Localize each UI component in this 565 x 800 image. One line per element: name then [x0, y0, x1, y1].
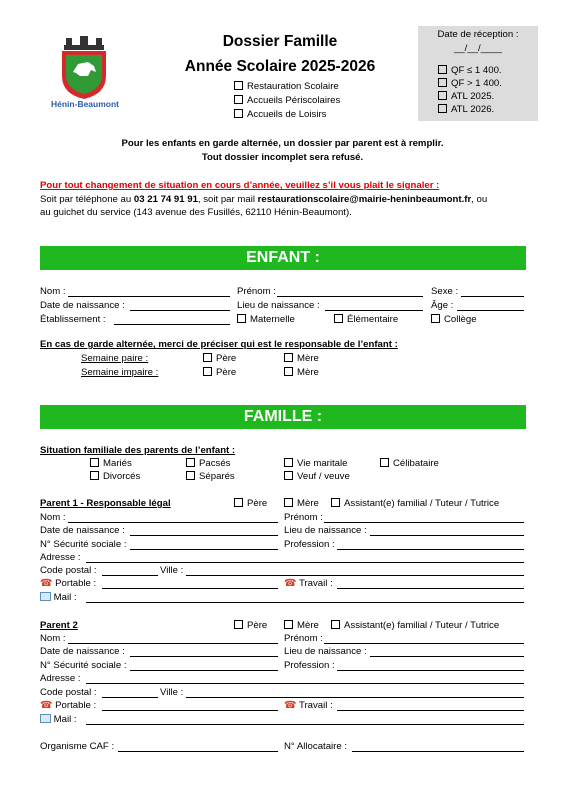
atl-2026-option[interactable]: ATL 2026. — [438, 104, 494, 115]
checkbox[interactable] — [203, 367, 212, 376]
parent2-portable-field[interactable] — [102, 710, 278, 711]
checkbox[interactable] — [284, 458, 293, 467]
even-week-label: Semaine paire : — [81, 353, 149, 364]
parent2-ville-field[interactable] — [186, 697, 524, 698]
city-logo — [58, 36, 110, 100]
enfant-banner: ENFANT : — [40, 246, 526, 270]
parent1-birthplace-label: Lieu de naissance : — [284, 525, 367, 536]
qf-high-option[interactable]: QF > 1 400. — [438, 78, 502, 89]
child-birthdate-label: Date de naissance : — [40, 300, 125, 311]
parent1-adresse-field[interactable] — [86, 562, 524, 563]
parent2-travail-field[interactable] — [337, 710, 524, 711]
parent2-role-mere[interactable]: Mère — [284, 620, 319, 631]
reception-label: Date de réception : — [437, 29, 519, 40]
parent1-role-mere[interactable]: Mère — [284, 498, 319, 509]
checkbox[interactable] — [284, 367, 293, 376]
phone-icon: ☎ — [284, 700, 297, 711]
qf-low-option[interactable]: QF ≤ 1 400. — [438, 65, 502, 76]
child-school-field[interactable] — [114, 324, 230, 325]
parent1-profession-field[interactable] — [337, 549, 524, 550]
parent2-birthdate-label: Date de naissance : — [40, 646, 125, 657]
child-sexe-label: Sexe : — [431, 286, 459, 297]
checkbox[interactable] — [90, 458, 99, 467]
checkbox[interactable] — [90, 471, 99, 480]
phone-icon: ☎ — [40, 700, 53, 711]
phone-icon: ☎ — [40, 578, 53, 589]
atl-2025-option[interactable]: ATL 2025. — [438, 91, 494, 102]
parent2-nom-field[interactable] — [68, 643, 278, 644]
situation-maries[interactable]: Mariés — [90, 458, 132, 469]
checkbox[interactable] — [334, 314, 343, 323]
parent2-birthplace-field[interactable] — [370, 656, 524, 657]
checkbox[interactable] — [284, 471, 293, 480]
child-nom-field[interactable] — [68, 296, 230, 297]
parent2-mail-field[interactable] — [86, 724, 524, 725]
situation-vie-maritale[interactable]: Vie maritale — [284, 458, 347, 469]
parent2-role-pere[interactable]: Père — [234, 620, 267, 631]
parent2-secu-field[interactable] — [130, 670, 278, 671]
parent2-cp-label: Code postal : — [40, 687, 97, 698]
parent1-ville-label: Ville : — [160, 565, 184, 576]
checkbox[interactable] — [284, 620, 293, 629]
phone-icon: ☎ — [284, 578, 297, 589]
parent2-cp-field[interactable] — [102, 697, 158, 698]
situation-pacses[interactable]: Pacsés — [186, 458, 230, 469]
child-sexe-field[interactable] — [461, 296, 524, 297]
checkbox[interactable] — [284, 498, 293, 507]
child-school-label: Établissement : — [40, 314, 106, 325]
checkbox[interactable] — [438, 104, 447, 113]
situation-celibataire[interactable]: Célibataire — [380, 458, 439, 469]
parent1-cp-field[interactable] — [102, 575, 158, 576]
parent2-profession-label: Profession : — [284, 660, 335, 671]
parent1-portable-field[interactable] — [102, 588, 278, 589]
parent1-birthplace-field[interactable] — [370, 535, 524, 536]
city-name: Hénin-Beaumont — [51, 99, 119, 109]
parent1-title: Parent 1 - Responsable légal — [40, 498, 171, 509]
parent2-travail-row: ☎ Travail : — [284, 700, 333, 711]
parent1-adresse-label: Adresse : — [40, 552, 81, 563]
parent1-ville-field[interactable] — [186, 575, 524, 576]
contact-line-1: Soit par téléphone au 03 21 74 91 91, soit par mail restaurationscolaire@mairie-heninbeaumont.fr, ou — [40, 194, 488, 205]
even-week-mere[interactable]: Mère — [284, 353, 319, 364]
parent2-birthdate-field[interactable] — [130, 656, 278, 657]
service-phone: 03 21 74 91 91 — [133, 194, 198, 205]
parent2-prenom-label: Prénom : — [284, 633, 323, 644]
checkbox[interactable] — [331, 498, 340, 507]
checkbox[interactable] — [438, 91, 447, 100]
service-option-3[interactable]: Accueils de Loisirs — [234, 109, 326, 120]
allocataire-label: N° Allocataire : — [284, 741, 348, 752]
child-prenom-field[interactable] — [277, 296, 423, 297]
parent2-birthplace-label: Lieu de naissance : — [284, 646, 367, 657]
parent1-prenom-field[interactable] — [324, 522, 524, 523]
service-email[interactable]: restaurationscolaire@mairie-heninbeaumont.fr — [257, 194, 472, 205]
checkbox[interactable] — [234, 95, 243, 104]
even-week-pere[interactable]: Père — [203, 353, 236, 364]
parent2-profession-field[interactable] — [337, 670, 524, 671]
parent1-birthdate-field[interactable] — [130, 535, 278, 536]
checkbox[interactable] — [438, 65, 447, 74]
level-college[interactable]: Collège — [431, 314, 477, 325]
situation-divorces[interactable]: Divorcés — [90, 471, 140, 482]
change-warning: Pour tout changement de situation en cours d’année, veuillez s’il vous plait le signaler : — [40, 180, 440, 191]
parent1-role-tuteur[interactable]: Assistant(e) familial / Tuteur / Tutrice — [331, 498, 499, 509]
parent2-nom-label: Nom : — [40, 633, 66, 644]
famille-banner: FAMILLE : — [40, 405, 526, 429]
family-situation-title: Situation familiale des parents de l’enfant : — [40, 445, 236, 456]
parent1-prenom-label: Prénom : — [284, 512, 323, 523]
checkbox[interactable] — [438, 78, 447, 87]
parent1-mail-field[interactable] — [86, 602, 524, 603]
reception-box — [418, 26, 538, 121]
custody-title: En cas de garde alternée, merci de préciser qui est le responsable de l’enfant : — [40, 339, 398, 350]
level-elementaire[interactable]: Élémentaire — [334, 314, 398, 325]
parent2-adresse-field[interactable] — [86, 683, 524, 684]
notice-line-2: Tout dossier incomplet sera refusé. — [201, 152, 364, 163]
checkbox[interactable] — [380, 458, 389, 467]
child-prenom-label: Prénom : — [237, 286, 276, 297]
checkbox[interactable] — [431, 314, 440, 323]
parent1-profession-label: Profession : — [284, 539, 335, 550]
parent2-title: Parent 2 — [40, 620, 78, 631]
parent2-prenom-field[interactable] — [324, 643, 524, 644]
checkbox[interactable] — [203, 353, 212, 362]
situation-veuf[interactable]: Veuf / veuve — [284, 471, 350, 482]
parent1-mail-row: Mail : — [40, 592, 77, 603]
child-birthplace-field[interactable] — [325, 310, 423, 311]
reception-date[interactable]: __/__/____ — [453, 43, 502, 54]
caf-label: Organisme CAF : — [40, 741, 115, 752]
parent2-secu-label: N° Sécurité sociale : — [40, 660, 127, 671]
parent2-portable-row: ☎ Portable : — [40, 700, 97, 711]
parent2-role-tuteur[interactable]: Assistant(e) familial / Tuteur / Tutrice — [331, 620, 499, 631]
checkbox[interactable] — [186, 471, 195, 480]
odd-week-pere[interactable]: Père — [203, 367, 236, 378]
parent2-adresse-label: Adresse : — [40, 673, 81, 684]
parent1-portable-row: ☎ Portable : — [40, 578, 97, 589]
child-age-field[interactable] — [457, 310, 524, 311]
parent2-mail-row: Mail : — [40, 714, 77, 725]
caf-field[interactable] — [118, 751, 278, 752]
parent1-nom-label: Nom : — [40, 512, 66, 523]
level-maternelle[interactable]: Maternelle — [237, 314, 295, 325]
service-option-1[interactable]: Restauration Scolaire — [234, 81, 339, 92]
checkbox[interactable] — [331, 620, 340, 629]
parent1-secu-field[interactable] — [130, 549, 278, 550]
parent1-travail-row: ☎ Travail : — [284, 578, 333, 589]
contact-line-2: au guichet du service (143 avenue des Fusillés, 62110 Hénin-Beaumont). — [40, 207, 352, 218]
parent2-ville-label: Ville : — [160, 687, 184, 698]
school-year-title: Année Scolaire 2025-2026 — [184, 58, 376, 75]
checkbox[interactable] — [234, 81, 243, 90]
child-nom-label: Nom : — [40, 286, 66, 297]
checkbox[interactable] — [234, 498, 243, 507]
child-birthplace-label: Lieu de naissance : — [237, 300, 320, 311]
checkbox[interactable] — [234, 620, 243, 629]
notice-line-1: Pour les enfants en garde alternée, un dossier par parent est à remplir. — [121, 138, 444, 149]
child-birthdate-field[interactable] — [130, 310, 230, 311]
mail-icon — [40, 714, 51, 723]
situation-separes[interactable]: Séparés — [186, 471, 235, 482]
odd-week-label: Semaine impaire : — [81, 367, 159, 378]
parent1-secu-label: N° Sécurité sociale : — [40, 539, 127, 550]
page-title: Dossier Famille — [222, 33, 338, 50]
service-option-2[interactable]: Accueils Périscolaires — [234, 95, 340, 106]
parent1-birthdate-label: Date de naissance : — [40, 525, 125, 536]
odd-week-mere[interactable]: Mère — [284, 367, 319, 378]
allocataire-field[interactable] — [352, 751, 524, 752]
parent1-cp-label: Code postal : — [40, 565, 97, 576]
parent1-nom-field[interactable] — [68, 522, 278, 523]
checkbox[interactable] — [186, 458, 195, 467]
checkbox[interactable] — [284, 353, 293, 362]
mail-icon — [40, 592, 51, 601]
parent1-travail-field[interactable] — [337, 588, 524, 589]
checkbox[interactable] — [237, 314, 246, 323]
parent1-role-pere[interactable]: Père — [234, 498, 267, 509]
child-age-label: Âge : — [431, 300, 454, 311]
checkbox[interactable] — [234, 109, 243, 118]
